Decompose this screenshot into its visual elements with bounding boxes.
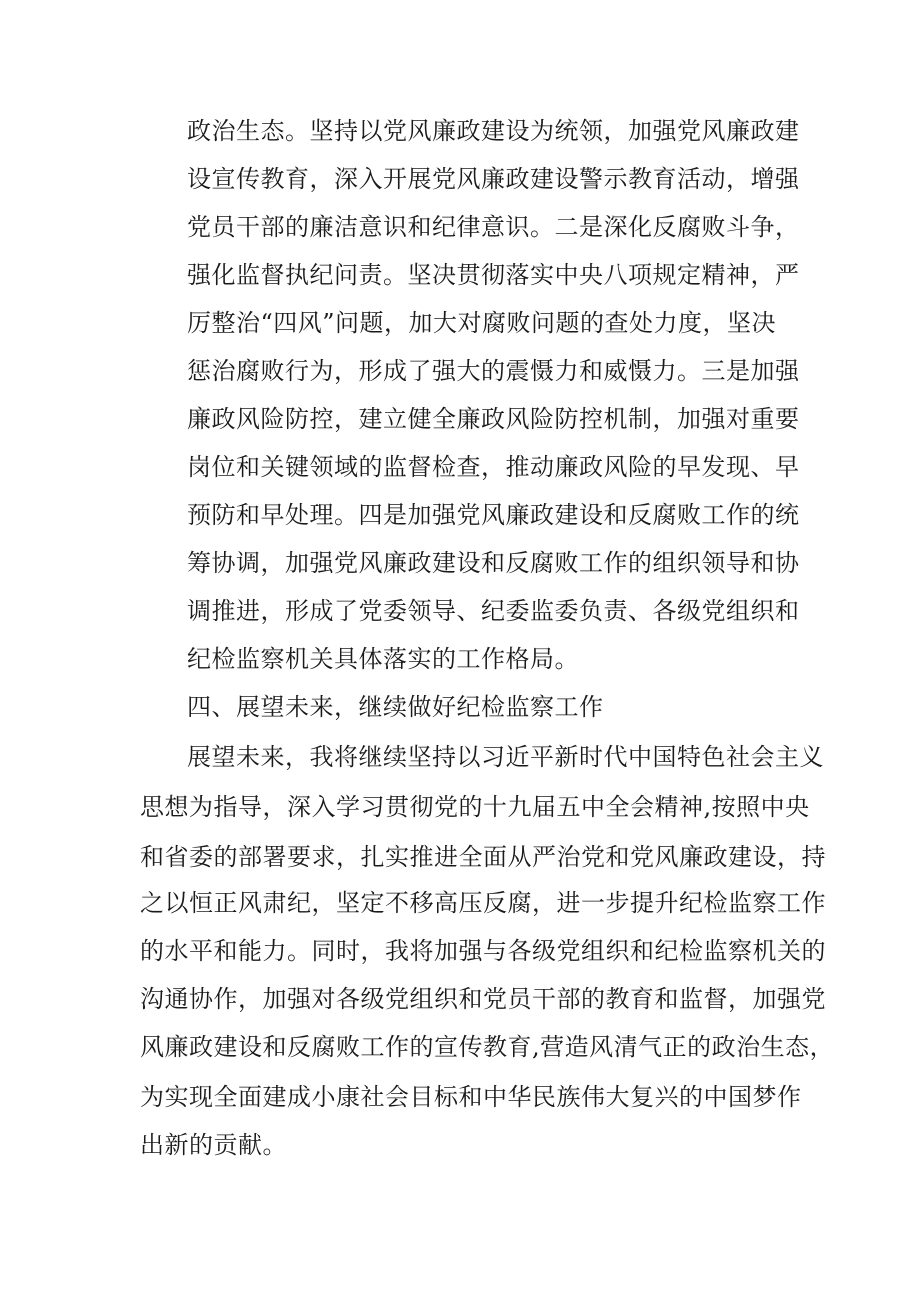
text-line: 风廉政建设和反腐败工作的宣传教育,营造风清气正的政治生态，	[140, 1033, 835, 1061]
text-line: 政治生态。坚持以党风廉政建设为统领，加强党风廉政建	[187, 117, 800, 145]
text-line: 厉整治“四风”问题，加大对腐败问题的查处力度，坚决	[187, 309, 777, 337]
text-line: 岗位和关键领域的监督检查，推动廉政风险的早发现、早	[187, 453, 800, 481]
text-line: 筹协调，加强党风廉政建设和反腐败工作的组织领导和协	[187, 549, 800, 577]
text-line: 为实现全面建成小康社会目标和中华民族伟大复兴的中国梦作	[140, 1083, 802, 1111]
text-line: 之以恒正风肃纪，坚定不移高压反腐，进一步提升纪检监察工作	[140, 889, 826, 917]
text-line: 预防和早处理。四是加强党风廉政建设和反腐败工作的统	[187, 501, 800, 529]
text-line: 的水平和能力。同时，我将加强与各级党组织和纪检监察机关的	[140, 937, 826, 965]
text-line: 设宣传教育，深入开展党风廉政建设警示教育活动，增强	[187, 165, 800, 193]
text-line: 思想为指导，深入学习贯彻党的十九届五中全会精神,按照中央	[140, 793, 810, 821]
text-line: 党员干部的廉洁意识和纪律意识。二是深化反腐败斗争，	[187, 213, 800, 241]
text-line: 惩治腐败行为，形成了强大的震慑力和威慑力。三是加强	[187, 357, 800, 385]
text-line: 展望未来，我将继续坚持以习近平新时代中国特色社会主义	[187, 743, 824, 771]
text-line: 出新的贡献。	[140, 1131, 287, 1159]
section-heading: 四、展望未来，继续做好纪检监察工作	[187, 693, 604, 721]
text-line: 沟通协作，加强对各级党组织和党员干部的教育和监督，加强党	[140, 985, 826, 1013]
text-line: 强化监督执纪问责。坚决贯彻落实中央八项规定精神，严	[187, 261, 800, 289]
text-line: 廉政风险防控，建立健全廉政风险防控机制，加强对重要	[187, 405, 800, 433]
text-line: 纪检监察机关具体落实的工作格局。	[187, 645, 579, 673]
text-line: 和省委的部署要求，扎实推进全面从严治党和党风廉政建设，持	[140, 843, 826, 871]
text-line: 调推进，形成了党委领导、纪委监委负责、各级党组织和	[187, 597, 800, 625]
